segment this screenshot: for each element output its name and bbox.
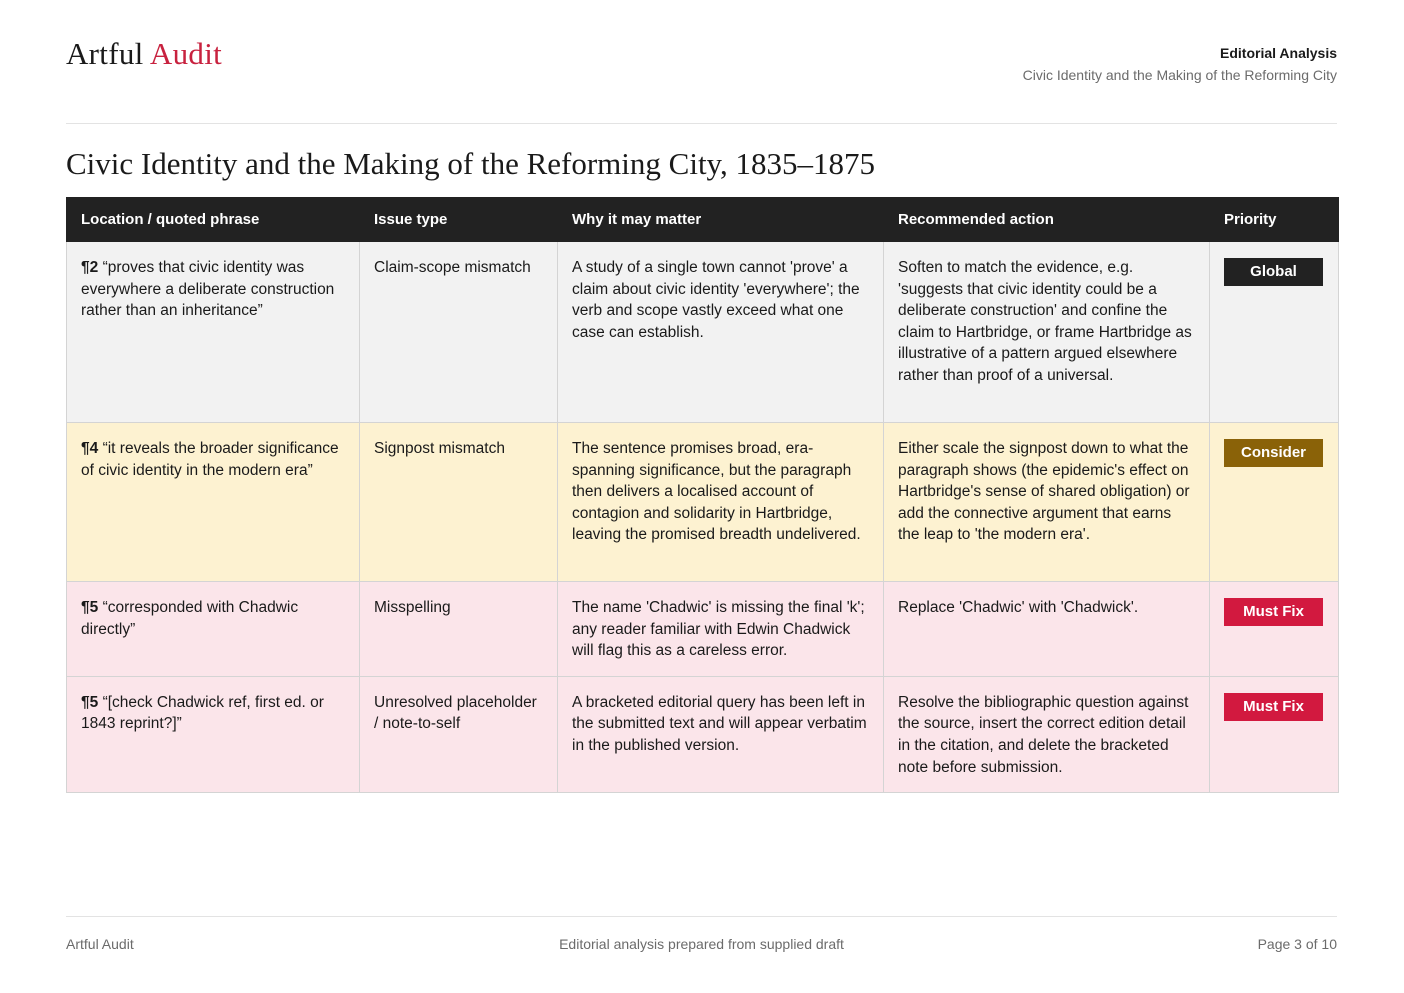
doc-type: Editorial Analysis [1220, 45, 1337, 61]
location-cell [67, 242, 360, 423]
page-title: Civic Identity and the Making of the Reforming City, 1835–1875 [66, 146, 876, 181]
table-row [67, 423, 1339, 582]
action-cell: Soften to match the evidence, e.g. 'suggests that civic identity could be a deliberate construction' and confine the claim to Hartbridge, or frame Hartbridge as illustrative of a pattern argued elsewhere rather than proof of a universal. [884, 242, 1210, 423]
action-cell: Resolve the bibliographic question against the source, insert the correct edition detail in the citation, and delete the bracketed note before submission. [884, 676, 1210, 792]
table-row [67, 582, 1339, 677]
column-header-action: Recommended action [884, 198, 1210, 242]
footer-note: Editorial analysis prepared from supplied draft [559, 936, 844, 952]
why-cell: A study of a single town cannot 'prove' a claim about civic identity 'everywhere'; the verb and scope vastly exceed what one case can establish. [558, 242, 884, 423]
action-cell: Replace 'Chadwic' with 'Chadwick'. [884, 582, 1210, 677]
footer-brand: Artful Audit [66, 936, 134, 952]
why-cell: The name 'Chadwic' is missing the final 'k'; any reader familiar with Edwin Chadwick will flag this as a careless error. [558, 582, 884, 677]
column-header-priority: Priority [1210, 198, 1339, 242]
paragraph-ref: ¶5 [81, 599, 99, 616]
priority-cell [1210, 423, 1339, 582]
quoted-phrase: “corresponded with Chadwic directly” [81, 599, 299, 638]
issue-type-cell: Claim-scope mismatch [360, 242, 558, 423]
table-row [67, 242, 1339, 423]
paragraph-ref: ¶5 [81, 693, 99, 711]
doc-subtitle: Civic Identity and the Making of the Reforming City [1022, 67, 1337, 83]
quoted-phrase: “it reveals the broader significance of civic identity in the modern era” [81, 440, 339, 479]
brand-main: Artful [66, 36, 144, 71]
brand-accent: Audit [149, 36, 223, 71]
priority-badge: Consider [1224, 439, 1323, 467]
column-header-why: Why it may matter [558, 198, 884, 242]
priority-cell [1210, 242, 1339, 423]
table-header-row [67, 198, 1339, 242]
audit-table [66, 197, 1339, 793]
column-header-issue: Issue type [360, 198, 558, 242]
issue-type-cell: Misspelling [360, 582, 558, 677]
priority-cell [1210, 582, 1339, 677]
priority-badge: Must Fix [1224, 693, 1323, 721]
why-cell: A bracketed editorial query has been left in the submitted text and will appear verbatim in the published version. [558, 676, 884, 792]
paragraph-ref: ¶2 [81, 259, 99, 276]
quoted-phrase: “proves that civic identity was everywhere a deliberate construction rather than an inheritance” [81, 259, 335, 320]
header-meta [1023, 45, 1337, 83]
priority-badge: Must Fix [1224, 598, 1323, 626]
location-cell [67, 582, 360, 677]
location-cell [67, 423, 360, 582]
footer-divider [66, 916, 1337, 917]
page-number: Page 3 of 10 [1257, 936, 1337, 952]
quoted-phrase: “[check Chadwick ref, first ed. or 1843 reprint?]” [81, 693, 324, 733]
table-row [67, 676, 1339, 792]
column-header-location: Location / quoted phrase [67, 198, 360, 242]
issue-type-cell: Unresolved placeholder / note-to-self [360, 676, 558, 792]
header-divider [66, 123, 1337, 124]
paragraph-ref: ¶4 [81, 440, 99, 457]
priority-cell [1210, 676, 1339, 792]
brand-logo [66, 36, 222, 72]
why-cell: The sentence promises broad, era-spanning significance, but the paragraph then delivers a localised account of contagion and solidarity in Hartbridge, leaving the promised breadth undelivered. [558, 423, 884, 582]
location-cell [67, 676, 360, 792]
priority-badge: Global [1224, 258, 1323, 286]
page-footer [66, 936, 1337, 956]
page-header [66, 36, 1337, 106]
issue-type-cell: Signpost mismatch [360, 423, 558, 582]
action-cell: Either scale the signpost down to what the paragraph shows (the epidemic's effect on Hartbridge's sense of shared obligation) or add the connective argument that earns the leap to 'the modern era'. [884, 423, 1210, 582]
